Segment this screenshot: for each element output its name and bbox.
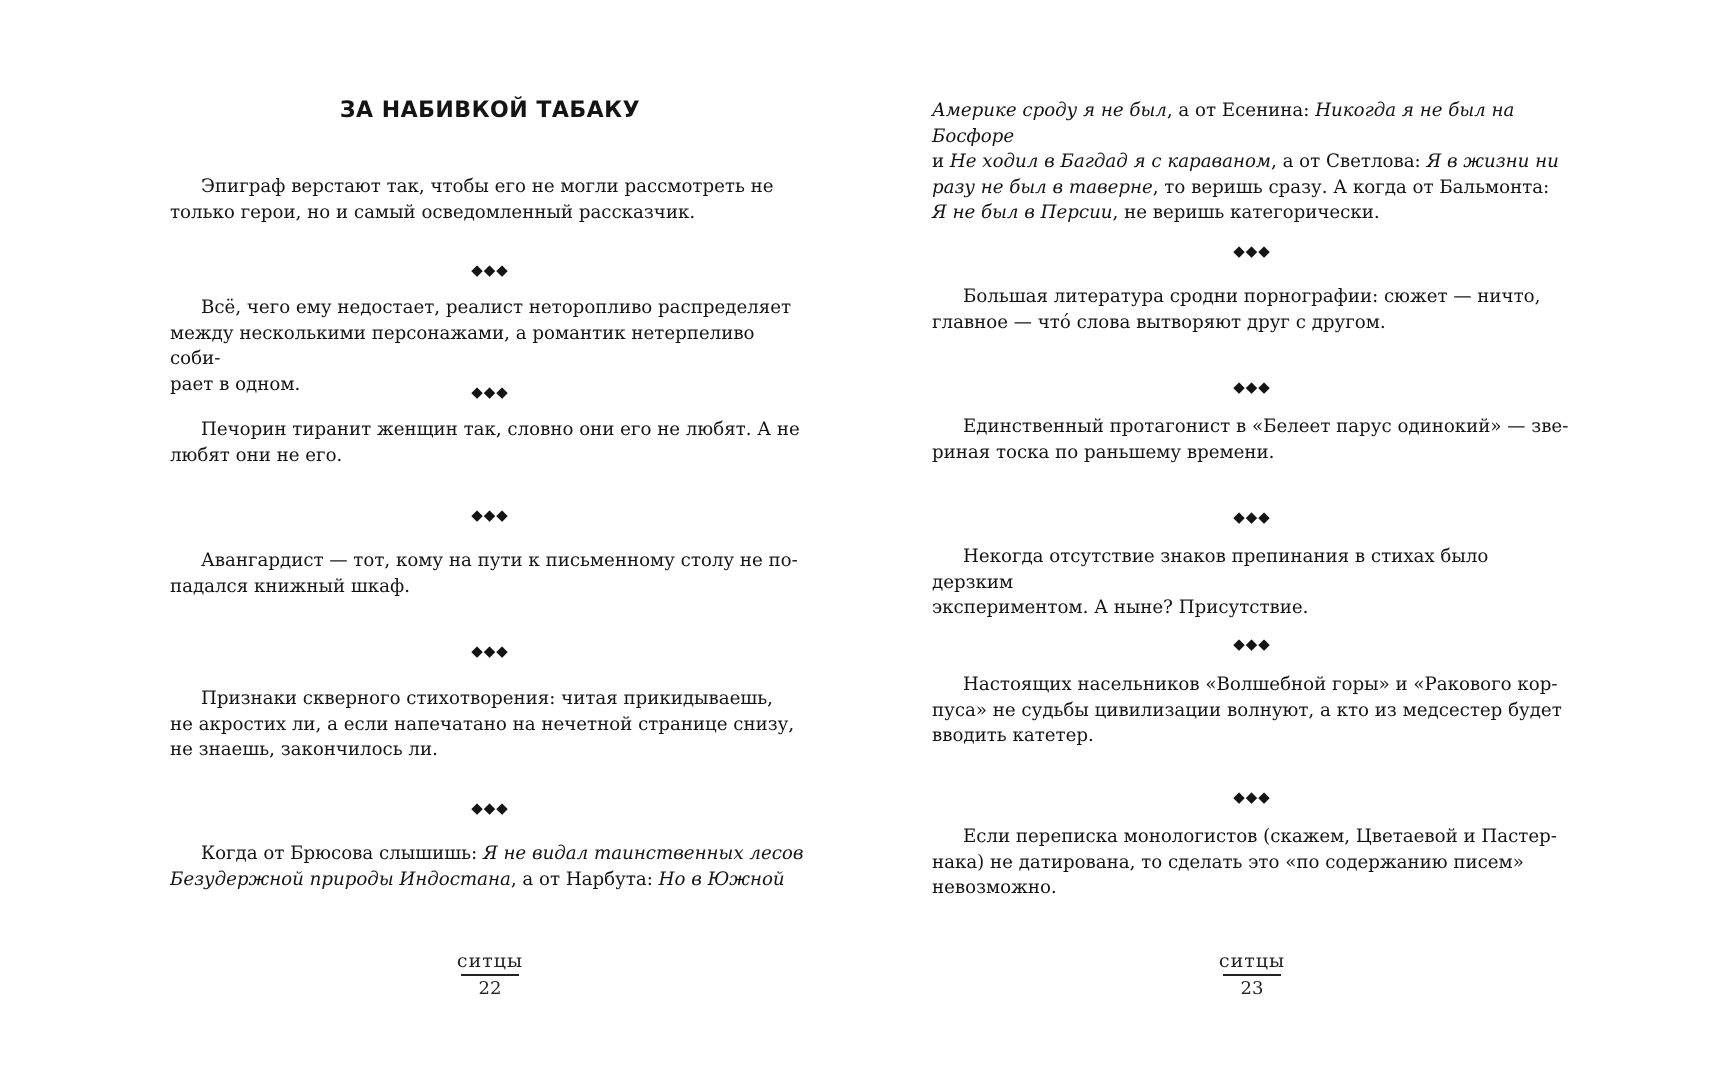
paragraph-text: , то веришь сразу. А когда от Бальмонта: (1152, 176, 1550, 198)
paragraph-line: Большая литература сродни порнографии: сюжет — ничто, (963, 286, 1541, 307)
paragraph-line: вводить катетер. (932, 725, 1094, 746)
quote-italic: Никогда я не был на Босфоре (932, 100, 1515, 147)
paragraph-line: нака) не датирована, то сделать это «по содержанию писем» (932, 851, 1524, 873)
chapter-title: ЗА НАБИВКОЙ ТАБАКУ (339, 98, 641, 123)
paragraph-text: , а от Светлова: (1271, 151, 1427, 172)
section-separator: ◆◆◆ (471, 799, 509, 817)
paragraph-line: Всё, чего ему недостает, реалист неторопливо распределяет (201, 297, 792, 318)
paragraph (170, 548, 810, 599)
paragraph-line: только герои, но и самый осведомленный рассказчик. (170, 201, 696, 223)
page-number: 23 (1240, 978, 1264, 999)
paragraph-line: между несколькими персонажами, а романтик нетерпеливо соби- (170, 322, 755, 369)
paragraph-line: Некогда отсутствие знаков препинания в стихах было дерзким (932, 546, 1489, 593)
paragraph-line: пуса» не судьбы цивилизации волнуют, а кто из медсестер будет (932, 699, 1562, 721)
logo-rule (461, 974, 519, 976)
paragraph (932, 284, 1572, 335)
paragraph-line: экспериментом. А ныне? Присутствие. (932, 597, 1309, 618)
paragraph-line: Признаки скверного стихотворения: читая прикидываешь, (201, 688, 773, 709)
paragraph-line: не акростих ли, а если напечатано на нечетной странице снизу, (170, 713, 795, 735)
paragraph-line: Настоящих насельников «Волшебной горы» и «Ракового кор- (963, 674, 1558, 695)
section-separator: ◆◆◆ (1233, 788, 1271, 806)
section-separator: ◆◆◆ (1233, 242, 1271, 260)
quote-italic: Но в Южной (658, 868, 785, 890)
paragraph-line: падался книжный шкаф. (170, 575, 410, 597)
section-separator: ◆◆◆ (1233, 508, 1271, 526)
section-separator: ◆◆◆ (471, 642, 509, 660)
paragraph-line: Печорин тиранит женщин так, словно они его не любят. А не (201, 419, 800, 440)
paragraph-line: невозможно. (932, 877, 1057, 898)
quote-italic: Безудержной природы Индостана (170, 868, 511, 890)
section-separator: ◆◆◆ (1233, 378, 1271, 396)
quote-italic: разу не был в таверне (932, 176, 1153, 198)
page-footer (932, 950, 1572, 1000)
paragraph-text: и (932, 151, 950, 172)
paragraph-line: Единственный протагонист в «Белеет парус одинокий» — зве- (963, 416, 1569, 437)
paragraph-line: любят они не его. (170, 444, 343, 466)
paragraph (170, 841, 810, 892)
quote-italic: Я не видал таинственных лесов (482, 843, 804, 864)
page-footer (170, 950, 810, 1000)
quote-italic: Не ходил в Багдад я с караваном (949, 151, 1271, 172)
paragraph (932, 414, 1572, 465)
publisher-logo: ситцы (456, 950, 524, 972)
publisher-logo: ситцы (1218, 950, 1286, 972)
paragraph-line: не знаешь, закончилось ли. (170, 739, 438, 760)
quote-italic: Америке сроду я не был (932, 100, 1167, 121)
right-page (932, 0, 1572, 1080)
paragraph-text: Когда от Брюсова слышишь: (201, 843, 483, 864)
paragraph-line: риная тоска по раньшему времени. (932, 441, 1275, 463)
paragraph-text: , а от Есенина: (1166, 100, 1316, 121)
paragraph (170, 174, 810, 225)
quote-italic: Я в жизни ни (1426, 151, 1559, 172)
paragraph (170, 686, 810, 763)
paragraph-line: главное — чтó слова вытворяют друг с другом. (932, 311, 1386, 333)
paragraph-line: Авангардист — тот, кому на пути к письменному столу не по- (201, 550, 798, 571)
paragraph (932, 544, 1572, 621)
section-separator: ◆◆◆ (471, 506, 509, 524)
section-separator: ◆◆◆ (1233, 635, 1271, 653)
paragraph-text: , а от Нарбута: (510, 868, 659, 890)
page-number: 22 (478, 978, 502, 999)
paragraph-line: рает в одном. (170, 373, 301, 395)
paragraph (932, 824, 1572, 901)
section-separator: ◆◆◆ (471, 383, 509, 401)
left-page (170, 0, 810, 1080)
section-separator: ◆◆◆ (471, 261, 509, 279)
paragraph-text: , не веришь категорически. (1112, 202, 1380, 223)
paragraph (932, 672, 1572, 749)
paragraph (170, 417, 810, 468)
paragraph-line: Если переписка монологистов (скажем, Цветаевой и Пастер- (963, 826, 1557, 847)
paragraph-line: Эпиграф верстают так, чтобы его не могли рассмотреть не (201, 176, 774, 197)
logo-rule (1223, 974, 1281, 976)
quote-italic: Я не был в Персии (932, 202, 1113, 223)
paragraph-continuation (932, 98, 1572, 226)
